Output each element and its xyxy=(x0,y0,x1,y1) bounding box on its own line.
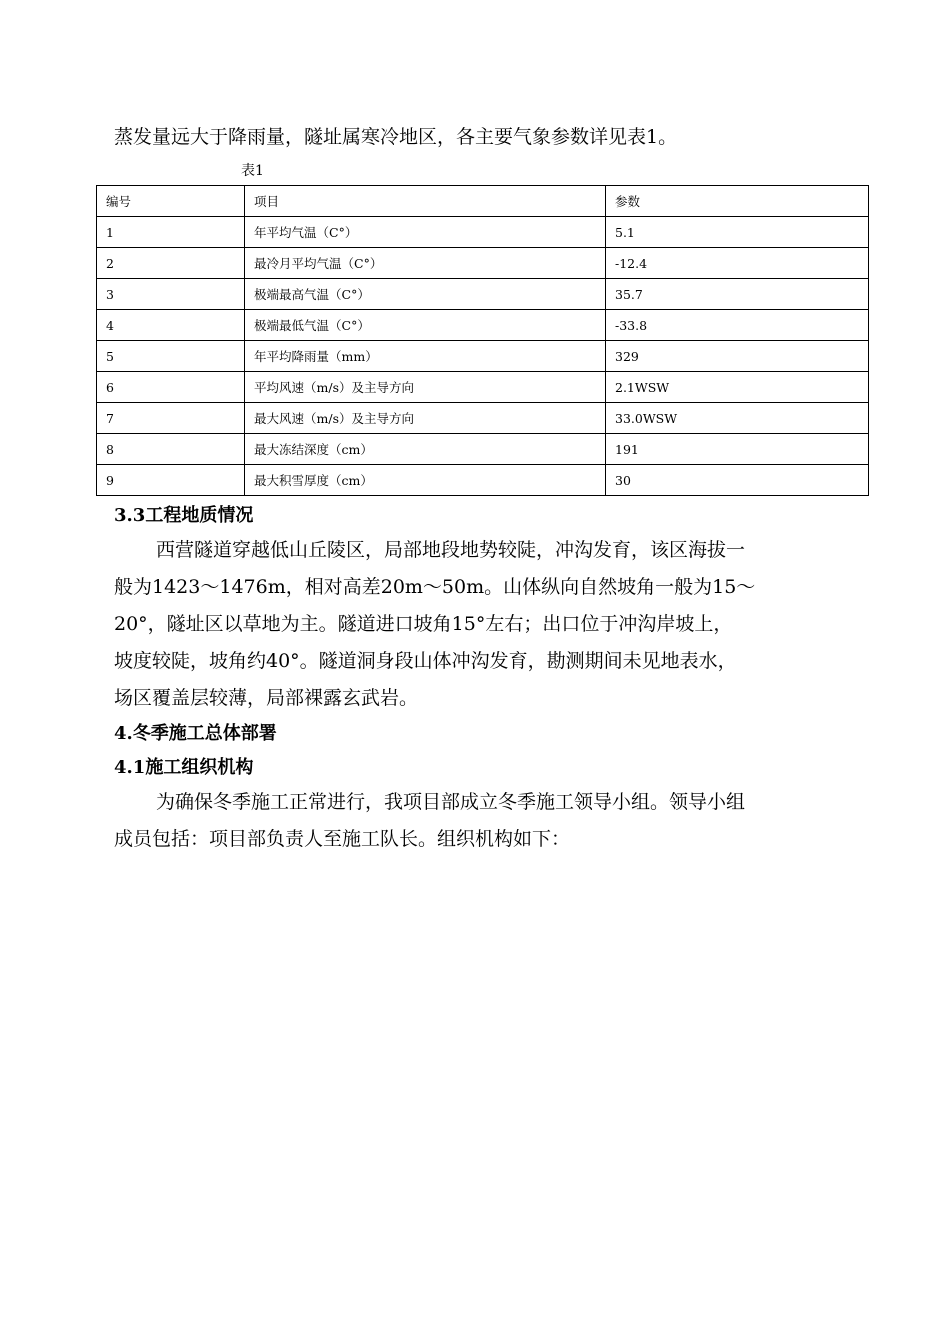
paragraph-line: 为确保冬季施工正常进行，我项目部成立冬季施工领导小组。领导小组 xyxy=(156,791,746,813)
table-cell: 最大冻结深度（cm） xyxy=(245,434,606,465)
table-cell: 年平均气温（C°） xyxy=(245,217,606,248)
section-heading-4-1: 4.1施工组织机构 xyxy=(114,757,254,778)
table-row xyxy=(97,310,869,341)
table-cell: 8 xyxy=(97,434,245,465)
table-cell: 9 xyxy=(97,465,245,496)
section-heading-3-3: 3.3工程地质情况 xyxy=(114,505,254,526)
table-cell: -33.8 xyxy=(606,310,869,341)
table-caption: 表1 xyxy=(241,163,264,179)
table-cell: 2 xyxy=(97,248,245,279)
table-header-cell: 项目 xyxy=(245,186,606,217)
table-cell: 7 xyxy=(97,403,245,434)
table-row xyxy=(97,372,869,403)
table-row xyxy=(97,341,869,372)
paragraph-line: 成员包括：项目部负责人至施工队长。组织机构如下： xyxy=(114,828,571,850)
table-cell: 35.7 xyxy=(606,279,869,310)
table-cell: 5 xyxy=(97,341,245,372)
intro-paragraph: 蒸发量远大于降雨量，隧址属寒冷地区，各主要气象参数详见表1。 xyxy=(114,126,678,148)
table-row xyxy=(97,465,869,496)
paragraph-line: 坡度较陡，坡角约40°。隧道洞身段山体冲沟发育，勘测期间未见地表水， xyxy=(114,650,737,672)
paragraph-line: 20°，隧址区以草地为主。隧道进口坡角15°左右；出口位于冲沟岸坡上， xyxy=(114,613,733,635)
table-cell: 极端最低气温（C°） xyxy=(245,310,606,341)
table-cell: 最冷月平均气温（C°） xyxy=(245,248,606,279)
table-cell: 329 xyxy=(606,341,869,372)
table-cell: 平均风速（m/s）及主导方向 xyxy=(245,372,606,403)
table-cell: 191 xyxy=(606,434,869,465)
table-cell: 年平均降雨量（mm） xyxy=(245,341,606,372)
table-cell: 3 xyxy=(97,279,245,310)
table-cell: 极端最高气温（C°） xyxy=(245,279,606,310)
table-cell: -12.4 xyxy=(606,248,869,279)
paragraph-line: 西营隧道穿越低山丘陵区，局部地段地势较陡，冲沟发育，该区海拔一 xyxy=(156,539,746,561)
table-cell: 2.1WSW xyxy=(606,372,869,403)
table-row xyxy=(97,434,869,465)
table-row xyxy=(97,248,869,279)
table-header-row xyxy=(97,186,869,217)
table-cell: 6 xyxy=(97,372,245,403)
table-cell: 4 xyxy=(97,310,245,341)
section-4-1-paragraph xyxy=(114,784,864,858)
table-row xyxy=(97,403,869,434)
weather-parameters-table xyxy=(96,185,869,496)
table-row xyxy=(97,279,869,310)
table-cell: 33.0WSW xyxy=(606,403,869,434)
section-3-3-paragraph xyxy=(114,532,864,717)
table-header-cell: 编号 xyxy=(97,186,245,217)
table-cell: 最大积雪厚度（cm） xyxy=(245,465,606,496)
table-cell: 5.1 xyxy=(606,217,869,248)
section-heading-4: 4.冬季施工总体部署 xyxy=(114,723,277,744)
paragraph-line: 场区覆盖层较薄，局部裸露玄武岩。 xyxy=(114,687,419,709)
table-cell: 1 xyxy=(97,217,245,248)
table-cell: 30 xyxy=(606,465,869,496)
table-row xyxy=(97,217,869,248)
paragraph-line: 般为1423～1476m，相对高差20m～50m。山体纵向自然坡角一般为15～ xyxy=(114,576,756,598)
table-cell: 最大风速（m/s）及主导方向 xyxy=(245,403,606,434)
table-header-cell: 参数 xyxy=(606,186,869,217)
